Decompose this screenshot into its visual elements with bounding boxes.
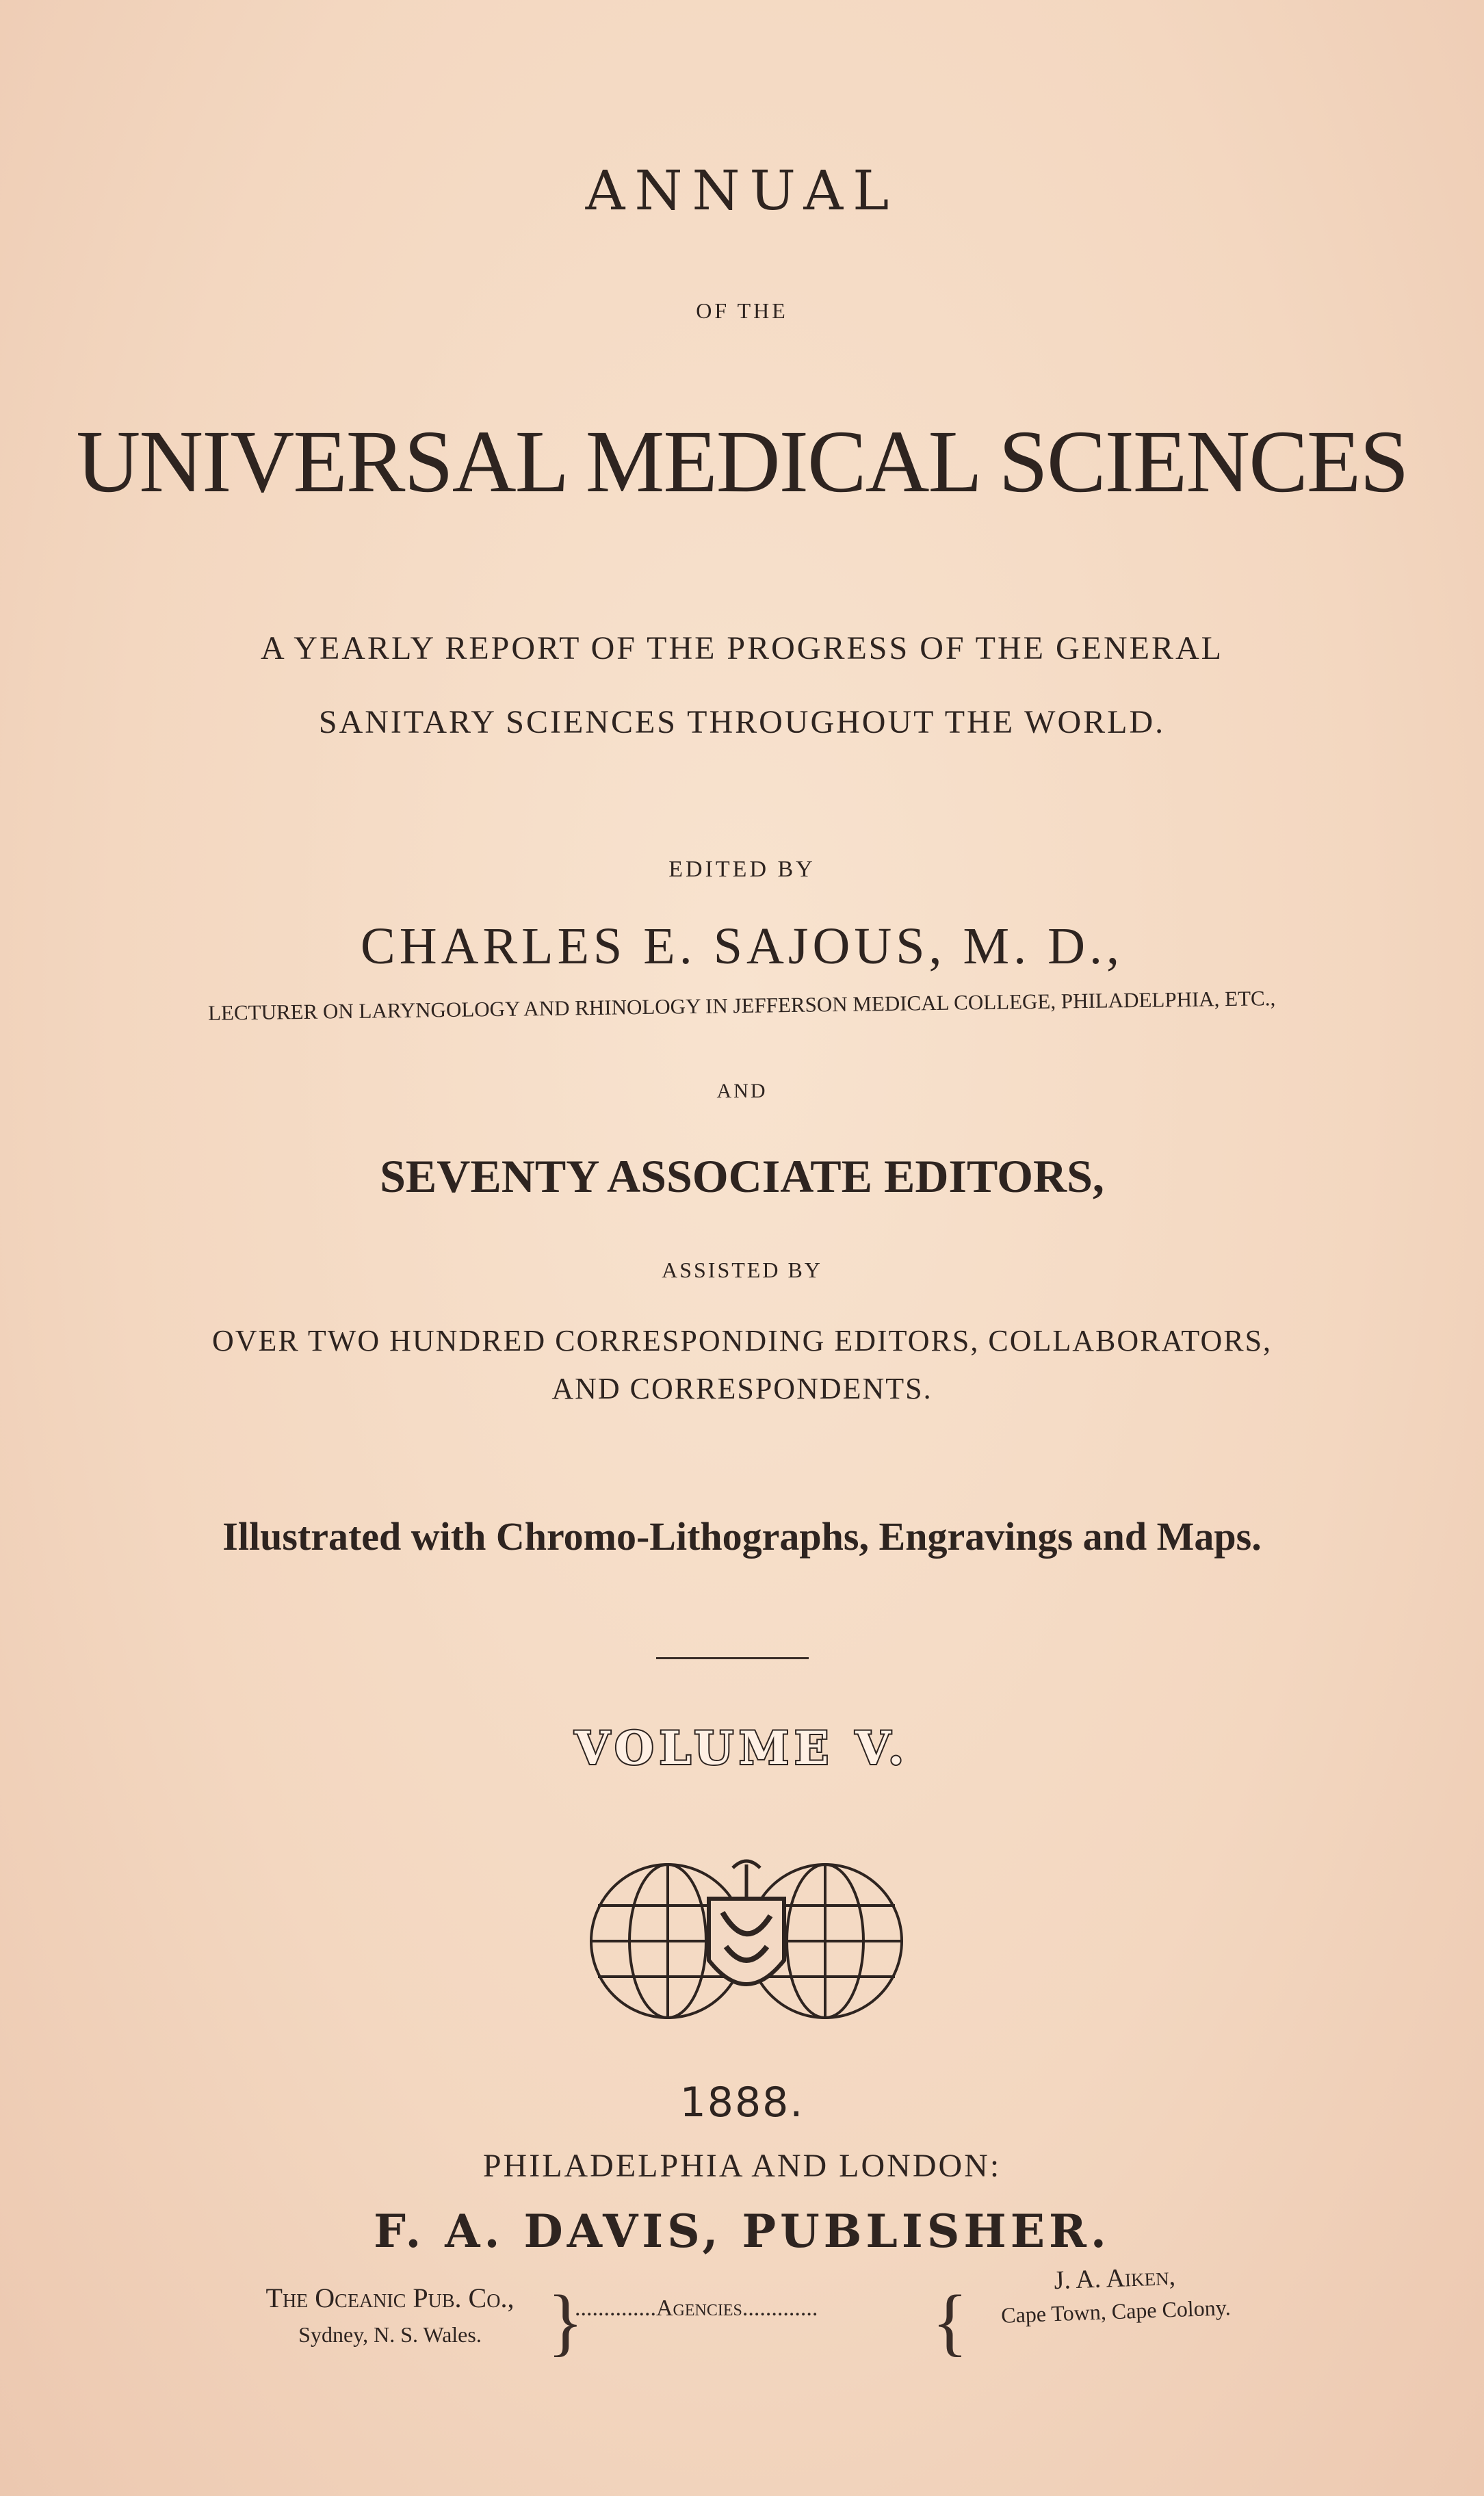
left-brace: }	[547, 2280, 584, 2363]
globe-emblem-icon	[586, 1851, 907, 2025]
associates	[0, 1149, 1484, 1204]
year: 1888.	[679, 2079, 805, 2127]
subtitle-line2: SANITARY SCIENCES THROUGHOUT THE WORLD.	[318, 704, 1166, 740]
and-label: AND	[716, 1080, 768, 1102]
illustrated-text: Illustrated with Chromo-Lithographs, Engravings and Maps.	[222, 1514, 1262, 1559]
volume-heading	[0, 1721, 1484, 1775]
agency-left	[219, 2282, 561, 2348]
associates-text: SEVENTY ASSOCIATE EDITORS,	[380, 1150, 1104, 1202]
places: PHILADELPHIA AND LONDON:	[482, 2148, 1002, 2184]
agency-left-place: Sydney, N. S. Wales.	[298, 2322, 482, 2347]
subtitle-line1: A YEARLY REPORT OF THE PROGRESS OF THE GENERAL	[261, 630, 1223, 666]
agency-right-place: Cape Town, Cape Colony.	[1000, 2295, 1232, 2328]
of-the-text: OF THE	[696, 298, 788, 323]
correspondents-line1: OVER TWO HUNDRED CORRESPONDING EDITORS, COLLABORATORS,	[211, 1324, 1273, 1357]
divider-rule	[656, 1657, 809, 1659]
agency-left-name: The Oceanic Pub. Co.,	[265, 2283, 515, 2313]
annual-text: ANNUAL	[585, 159, 899, 222]
agencies-label: ..............Agencies.............	[575, 2296, 818, 2321]
agency-right	[957, 2258, 1274, 2330]
main-title-text: UNIVERSAL MEDICAL SCIENCES	[76, 413, 1408, 511]
correspondents-line2: AND CORRESPONDENTS.	[551, 1372, 933, 1405]
assisted-by-label: ASSISTED BY	[662, 1258, 822, 1282]
agency-right-name: J. A. Aiken,	[1053, 2261, 1176, 2296]
right-brace: {	[932, 2280, 968, 2363]
illustrated-line	[0, 1513, 1484, 1559]
editor-name: CHARLES E. SAJOUS, M. D.,	[361, 918, 1123, 975]
editor-title	[0, 986, 1484, 1025]
edited-by-label: EDITED BY	[668, 857, 816, 882]
editor-title-text: LECTURER ON LARYNGOLOGY AND RHINOLOGY IN JEFFERSON MEDICAL COLLEGE, PHILADELPHIA, ETC.,	[208, 986, 1276, 1025]
annual-heading	[0, 159, 1484, 222]
volume-text: VOLUME V.	[575, 1721, 909, 1775]
main-title	[0, 411, 1484, 513]
publisher: F. A. DAVIS, PUBLISHER.	[374, 2205, 1110, 2258]
